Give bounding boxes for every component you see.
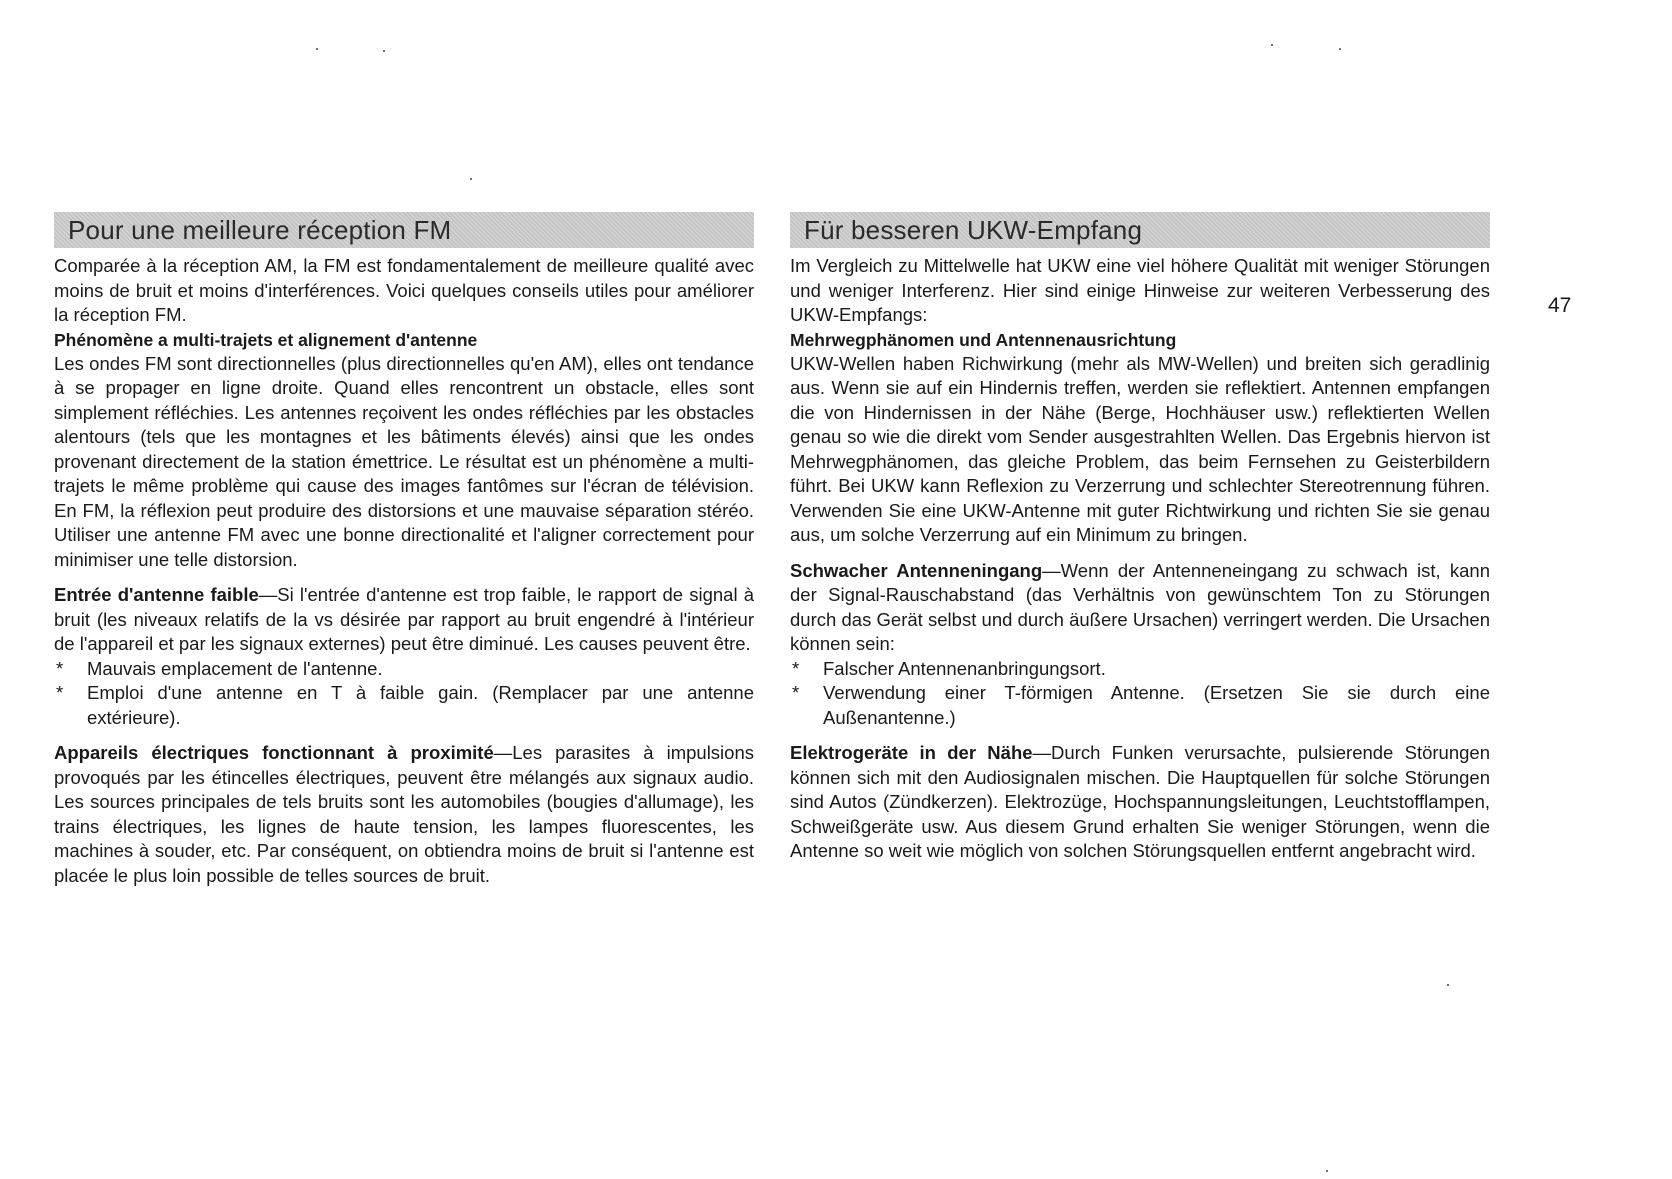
german-weak-input-text: —Wenn der Antenneneingang zu schwach ist, kann der Signal-Rauschabstand (das Verhältnis von gewünschtem Ton zu Störungen durch das Gerät selbst und durch äußere Ursachen) verringert werden. Die Ursachen können sein:	[790, 559, 1490, 654]
german-appliances-lead: Elektrogeräte in der Nähe	[790, 742, 1033, 763]
page-number: 47	[1548, 294, 1572, 317]
french-appliances-paragraph	[54, 741, 754, 888]
german-causes-list	[790, 657, 1490, 731]
list-item	[790, 657, 1490, 682]
german-cause-text: Verwendung einer T-förmigen Antenne. (Ersetzen Sie sie durch eine Außenantenne.)	[823, 682, 1490, 728]
scan-speck	[1326, 1170, 1328, 1172]
german-appliances-paragraph	[790, 741, 1490, 864]
german-section-title: Für besseren UKW-Empfang	[804, 214, 1143, 245]
scan-speck	[1339, 48, 1341, 50]
german-appliances-text: —Durch Funken verursachte, pulsierende Störungen können sich mit den Audiosignalen mischen. Die Hauptquellen für solche Störungen sind Autos (Zündkerzen). Elektrozüge, Hochspannungsleitungen, Leuchtstofflampen, Schweißgeräte usw. Aus diesem Grund erhalten Sie weniger Störungen, wenn die Antenne so weit wie möglich von solchen Störungsquellen entfernt angebracht wird.	[790, 742, 1490, 861]
german-weak-input-paragraph	[790, 559, 1490, 657]
list-item	[54, 657, 754, 682]
french-appliances-lead: Appareils électriques fonctionnant à proximité	[54, 742, 494, 763]
scan-speck	[470, 178, 472, 180]
french-causes-list	[54, 657, 754, 731]
french-multipath-heading: Phénomène a multi-trajets et alignement d'antenne	[54, 329, 478, 350]
french-multipath-text: Les ondes FM sont directionnelles (plus directionnelles qu'en AM), elles ont tendance à se propager en ligne droite. Quand elles rencontrent un obstacle, elles sont simplement réfléchies. Les antennes reçoivent les ondes réfléchies par les obstacles alentours (tels que les montagnes et les bâtiments élevés) ainsi que les ondes provenant directement de la station émettrice. Le résultat est un phénomène a multi-trajets le même problème qui cause des images fantômes sur l'écran de télévision. En FM, la réflexion peut produire des distorsions et une mauvaise séparation stéréo. Utiliser une antenne FM avec une bonne directionalité et l'aligner correctement pour minimiser une telle distorsion.	[54, 352, 754, 570]
german-weak-input-lead: Schwacher Antenneningang	[790, 559, 1043, 581]
bullet-mark: *	[792, 657, 800, 679]
scan-speck	[383, 50, 385, 52]
german-multipath-heading: Mehrwegphänomen und Antennenausrichtung	[790, 329, 1177, 350]
french-cause-text: Emploi d'une antenne en T à faible gain. (Remplacer par une antenne extérieure).	[87, 682, 754, 728]
german-intro: Im Vergleich zu Mittelwelle hat UKW eine viel höhere Qualität mit weniger Störungen und weniger Interferenz. Hier sind einige Hinweise zur weiteren Verbesserung des UKW-Empfangs:	[790, 255, 1490, 325]
german-cause-text: Falscher Antennenanbringungsort.	[823, 657, 1106, 679]
bullet-mark: *	[56, 682, 64, 703]
french-cause-text: Mauvais emplacement de l'antenne.	[87, 657, 383, 679]
bullet-mark: *	[56, 657, 64, 679]
bullet-mark: *	[792, 682, 800, 703]
french-section-header	[54, 212, 754, 248]
french-weak-input-lead: Entrée d'antenne faible	[54, 584, 259, 605]
french-weak-input-text: —Si l'entrée d'antenne est trop faible, le rapport de signal à bruit (les niveaux relatifs de la vs désirée par rapport au bruit engendré à l'intérieur de l'appareil et par les signaux externes) peut être diminué. Les causes peuvent être.	[54, 584, 754, 654]
list-item	[54, 681, 754, 730]
scan-speck	[316, 48, 318, 50]
german-column	[790, 212, 1490, 864]
french-weak-input-paragraph	[54, 583, 754, 657]
list-item	[790, 681, 1490, 730]
french-intro: Comparée à la réception AM, la FM est fondamentalement de meilleure qualité avec moins de bruit et moins d'interférences. Voici quelques conseils utiles pour améliorer la réception FM.	[54, 255, 754, 325]
scan-speck	[1271, 44, 1273, 46]
german-section-header	[790, 212, 1490, 248]
french-appliances-text: —Les parasites à impulsions provoqués par les étincelles électriques, peuvent être mélangés aux signaux audio. Les sources principales de tels bruits sont les automobiles (bougies d'allumage), les trains électriques, les lignes de haute tension, les lampes fluorescentes, les machines à souder, etc. Par conséquent, on obtiendra moins de bruit si l'antenne est placée le plus loin possible de telles sources de bruit.	[54, 742, 754, 886]
german-multipath-text: UKW-Wellen haben Richwirkung (mehr als MW-Wellen) und breiten sich geradlinig aus. Wenn sie auf ein Hindernis treffen, werden sie reflektiert. Antennen empfangen die von Hindernissen in der Nähe (Berge, Hochhäuser usw.) reflektierten Wellen genau so wie die direkt vom Sender ausgestrahlten Wellen. Das Ergebnis hiervon ist Mehrwegphänomen, das gleiche Problem, das beim Fernsehen zu Geisterbildern führt. Bei UKW kann Reflexion zu Verzerrung und schlechter Stereotrennung führen. Verwenden Sie eine UKW-Antenne mit guter Richtwirkung und richten Sie sie genau aus, um solche Verzerrung auf ein Minimum zu bringen.	[790, 352, 1490, 545]
french-section-title: Pour une meilleure réception FM	[68, 214, 452, 245]
french-column	[54, 212, 754, 888]
scan-speck	[1447, 984, 1449, 986]
